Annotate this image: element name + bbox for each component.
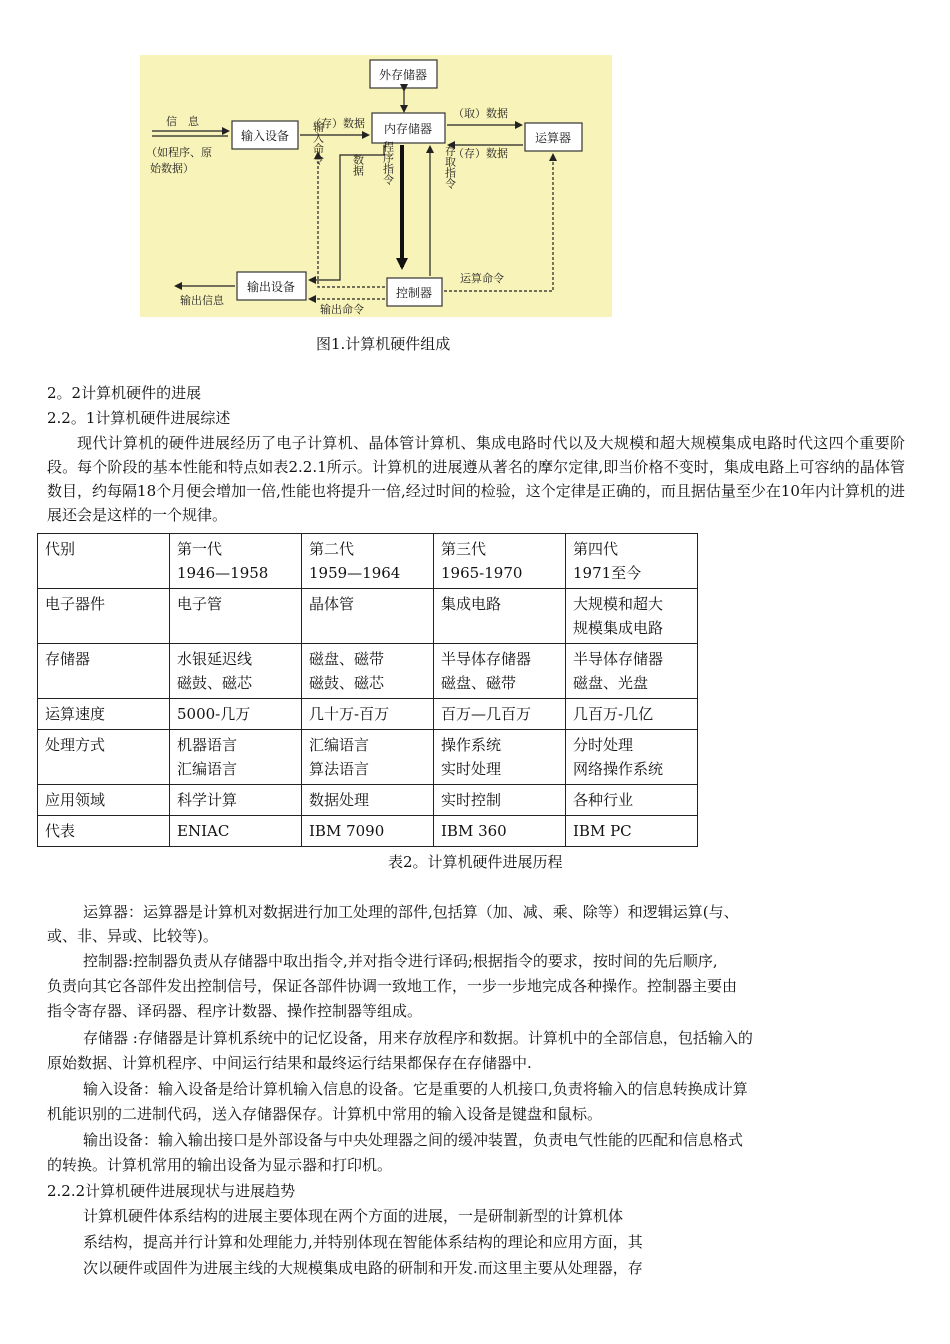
table-cell-line: 磁鼓、磁芯	[177, 674, 253, 692]
table-row	[38, 816, 698, 847]
program-instr-label: 程序指令	[381, 141, 395, 185]
table-cell-line: IBM 360	[441, 822, 507, 840]
hardware-diagram	[140, 55, 612, 317]
table-row-label: 应用领域	[38, 785, 170, 816]
table-row	[38, 534, 698, 589]
table-cell-line: IBM 7090	[309, 822, 385, 840]
alu-cmd-label: 运算命令	[460, 272, 504, 285]
table-cell-line: 半导体存储器	[441, 650, 532, 668]
table-cell	[566, 534, 698, 589]
table-cell	[434, 816, 566, 847]
info-note-2: 始数据）	[150, 162, 194, 175]
table-cell	[566, 699, 698, 730]
store-data-2-label: （存）数据	[453, 147, 508, 160]
fetch-data-label: （取）数据	[453, 107, 508, 120]
table-cell-line: 半导体存储器	[573, 650, 664, 668]
table-cell	[434, 589, 566, 644]
table-row	[38, 644, 698, 699]
table-cell	[170, 699, 302, 730]
output-info-label: 输出信息	[180, 294, 224, 307]
trend-line-1: 计算机硬件体系结构的进展主要体现在两个方面的进展，一是研制新型的计算机体	[83, 1207, 624, 1225]
table-cell-line: 5000-几万	[177, 705, 251, 723]
table-cell	[170, 534, 302, 589]
controller-desc-line-1: 控制器:控制器负责从存储器中取出指令,并对指令进行译码;根据指令的要求，按时间的先后顺序,	[83, 952, 718, 970]
table-cell-line: 数据处理	[309, 791, 370, 809]
table-cell-line: 实时控制	[441, 791, 502, 809]
section-heading-2-2: 2。2计算机硬件的进展	[47, 384, 202, 402]
table-cell	[434, 730, 566, 785]
table-cell-line: IBM PC	[573, 822, 632, 840]
internal-memory-label: 内存储器	[383, 122, 433, 136]
table-cell-line: 科学计算	[177, 791, 238, 809]
table-cell	[302, 785, 434, 816]
table-cell	[566, 816, 698, 847]
table-row	[38, 785, 698, 816]
table-cell-line: 磁盘、磁带	[309, 650, 385, 668]
diagram-background	[140, 55, 612, 317]
table-cell	[566, 730, 698, 785]
table-cell	[170, 816, 302, 847]
table-cell-line: 算法语言	[309, 760, 370, 778]
table-cell	[434, 785, 566, 816]
table-cell	[302, 589, 434, 644]
table-cell	[434, 699, 566, 730]
table-cell-line: 电子管	[177, 595, 223, 613]
store-data-label: （存）数据	[310, 117, 365, 130]
output-cmd-label: 输出命令	[320, 303, 364, 316]
table-cell	[170, 730, 302, 785]
output-desc-line-1: 输出设备：输入输出接口是外部设备与中央处理器之间的缓冲装置，负责电气性能的匹配和信息格式	[83, 1131, 744, 1149]
table-cell-line: 晶体管	[309, 595, 355, 613]
input-desc-line-1: 输入设备：输入设备是给计算机输入信息的设备。它是重要的人机接口,负责将输入的信息转换成计算	[83, 1080, 748, 1098]
table-cell-line: 汇编语言	[309, 736, 370, 754]
table-cell-line: 第一代	[177, 540, 223, 558]
table-cell-line: 集成电路	[441, 595, 502, 613]
table-cell-line: 第三代	[441, 540, 487, 558]
table-cell	[170, 785, 302, 816]
info-note-1: （如程序、原	[146, 146, 212, 159]
table-cell	[170, 589, 302, 644]
intro-paragraph: 现代计算机的硬件进展经历了电子计算机、晶体管计算机、集成电路时代以及大规模和超大规模集成电路时代这四个重要阶段。每个阶段的基本性能和特点如表2.2.1所示。计算机的进展遵从著名的摩尔定律,即当价格不变时，集成电路上可容纳的晶体管数目，约每隔18个月便会增加一倍,性能也将提升一倍,经过时间的检验，这个定律是正确的，而且据估量至少在10年内计算机的进展还会是这样的一个规律。	[47, 434, 905, 524]
table-cell-line: 磁盘、磁带	[441, 674, 517, 692]
table-cell	[302, 699, 434, 730]
table-row-label: 处理方式	[38, 730, 170, 785]
table-cell-line: 分时处理	[573, 736, 634, 754]
table-cell-line: 水银延迟线	[177, 650, 253, 668]
table-row	[38, 730, 698, 785]
table-cell	[302, 816, 434, 847]
fetch-instr-label: 存取指令	[443, 145, 457, 189]
table-cell-line: 1946—1958	[177, 564, 269, 582]
input-desc-line-2: 机能识别的二进制代码，送入存储器保存。计算机中常用的输入设备是键盘和鼠标。	[47, 1105, 603, 1123]
hardware-table	[37, 533, 698, 847]
alu-label: 运算器	[534, 131, 572, 145]
table-cell	[566, 589, 698, 644]
table-cell	[434, 644, 566, 699]
table-row-label: 代别	[38, 534, 170, 589]
controller-label: 控制器	[395, 286, 433, 300]
table-cell-line: 机器语言	[177, 736, 238, 754]
external-memory-label: 外存储器	[378, 68, 428, 82]
output-device-label: 输出设备	[246, 280, 296, 294]
controller-desc-line-3: 指令寄存器、译码器、程序计数器、操作控制器等组成。	[47, 1002, 423, 1020]
table-cell-line: 汇编语言	[177, 760, 238, 778]
table-cell	[302, 644, 434, 699]
table-cell-line: 第四代	[573, 540, 619, 558]
table-cell	[302, 534, 434, 589]
memory-desc-line-1: 存储器 :存储器是计算机系统中的记忆设备，用来存放程序和数据。计算机中的全部信息，包括输入的	[83, 1029, 753, 1047]
table-row-label: 运算速度	[38, 699, 170, 730]
table-cell-line: 磁盘、光盘	[573, 674, 649, 692]
table-cell-line: 磁鼓、磁芯	[309, 674, 385, 692]
alu-desc-line-2: 或、非、异或、比较等)。	[47, 927, 218, 945]
table-cell-line: 1971至今	[573, 564, 642, 582]
table-cell-line: 1965-1970	[441, 564, 523, 582]
table-cell-line: 几百万-几亿	[573, 705, 654, 723]
trend-line-2: 系结构，提高并行计算和处理能力,并特别体现在智能体系结构的理论和应用方面，其	[83, 1233, 643, 1251]
table-cell-line: 几十万-百万	[309, 705, 390, 723]
table-cell	[170, 644, 302, 699]
table-cell	[566, 785, 698, 816]
section-heading-2-2-2: 2.2.2计算机硬件进展现状与进展趋势	[47, 1182, 296, 1200]
input-device-label: 输入设备	[240, 129, 290, 143]
controller-desc-line-2: 负责向其它各部件发出控制信号，保证各部件协调一致地工作，一步一步地完成各种操作。控制器主要由	[47, 977, 738, 995]
table-row	[38, 589, 698, 644]
table-cell-line: 大规模和超大	[573, 595, 664, 613]
data-vertical-label: 数据	[351, 154, 365, 176]
info-label: 信 息	[166, 115, 199, 128]
table-cell-line: ENIAC	[177, 822, 230, 840]
table-cell-line: 网络操作系统	[573, 760, 664, 778]
table-cell-line: 百万—几百万	[441, 705, 532, 723]
table-cell-line: 操作系统	[441, 736, 502, 754]
trend-line-3: 次以硬件或固件为进展主线的大规模集成电路的研制和开发.而这里主要从处理器，存	[83, 1259, 643, 1277]
alu-desc-line-1: 运算器：运算器是计算机对数据进行加工处理的部件,包括算（加、减、乘、除等）和逻辑运算(与、	[83, 903, 739, 921]
table-row-label: 存储器	[38, 644, 170, 699]
table-cell-line: 第二代	[309, 540, 355, 558]
input-cmd-label: 输入命令	[311, 121, 325, 165]
output-desc-line-2: 的转换。计算机常用的输出设备为显示器和打印机。	[47, 1156, 393, 1174]
table-row-label: 代表	[38, 816, 170, 847]
section-heading-2-2-1: 2.2。1计算机硬件进展综述	[47, 409, 231, 427]
table-row-label: 电子器件	[38, 589, 170, 644]
table-cell-line: 各种行业	[573, 791, 634, 809]
figure-caption: 图1.计算机硬件组成	[316, 335, 451, 353]
table-row	[38, 699, 698, 730]
table-cell-line: 实时处理	[441, 760, 502, 778]
table-cell	[566, 644, 698, 699]
table-cell	[434, 534, 566, 589]
table-cell-line: 规模集成电路	[573, 619, 664, 637]
table-caption: 表2。计算机硬件进展历程	[388, 853, 563, 871]
memory-desc-line-2: 原始数据、计算机程序、中间运行结果和最终运行结果都保存在存储器中.	[47, 1054, 532, 1072]
table-cell-line: 1959—1964	[309, 564, 401, 582]
table-cell	[302, 730, 434, 785]
